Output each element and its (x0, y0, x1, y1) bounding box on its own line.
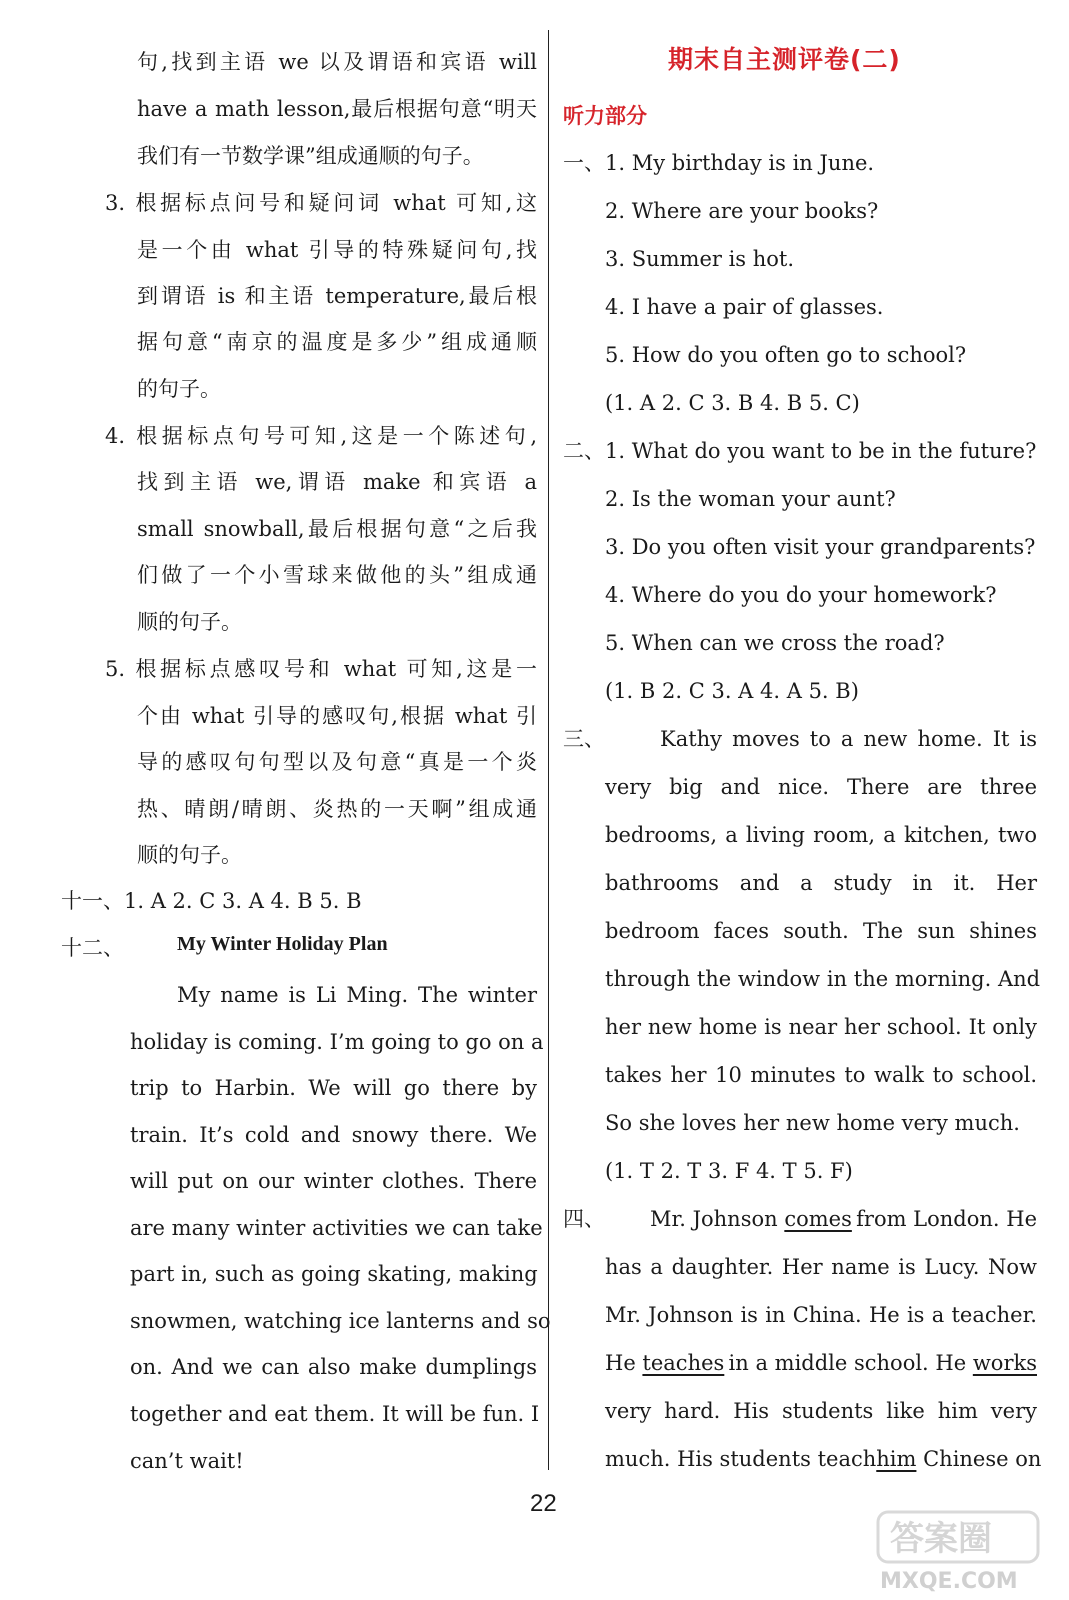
question-item: 3. Do you often visit your grandparents? (605, 535, 1036, 559)
text-span: He teaches (605, 1351, 725, 1375)
passage-line: bedroom faces south. The sun shines (605, 919, 1037, 943)
page-title: 期末自主测评卷(二) (668, 45, 901, 74)
essay-title: My Winter Holiday Plan (177, 933, 388, 955)
essay-line: together and eat them. It will be fun. I (130, 1402, 540, 1426)
essay-line: snowmen, watching ice lanterns and so (130, 1309, 551, 1333)
passage-line: Kathy moves to a new home. It is (660, 727, 1037, 751)
text-span: him Chinese on (876, 1447, 1042, 1471)
question-item: 2. Is the woman your aunt? (605, 487, 896, 511)
text-line: 找到主语 we,谓语 make 和宾语 a (137, 470, 537, 494)
essay-line: trip to Harbin. We will go there by (130, 1076, 537, 1100)
underlined-word: comes (784, 1207, 852, 1231)
passage-line: So she loves her new home very much. (605, 1111, 1020, 1135)
text-line: 句,找到主语 we 以及谓语和宾语 will (137, 50, 537, 74)
answer-key: (1. T 2. T 3. F 4. T 5. F) (605, 1159, 853, 1183)
question-item: 1. What do you want to be in the future? (605, 439, 1037, 463)
page-number: 22 (530, 1490, 557, 1517)
svg-text:答案圈: 答案圈 (890, 1519, 992, 1559)
text-span: from London. He (856, 1207, 1037, 1231)
essay-line: will put on our winter clothes. There (130, 1169, 537, 1193)
passage-line (605, 1348, 1037, 1378)
passage-line: bedrooms, a living room, a kitchen, two (605, 823, 1037, 847)
part-label: 二、 (563, 439, 605, 463)
text-line: 们做了一个小雪球来做他的头”组成通 (137, 563, 537, 587)
question-item: 4. Where do you do your homework? (605, 583, 997, 607)
text-line: 的句子。 (137, 377, 221, 401)
text-span: in a middle school. He works (728, 1351, 1037, 1375)
essay-line: holiday is coming. I’m going to go on a (130, 1030, 544, 1054)
question-item: 5. How do you often go to school? (605, 343, 967, 367)
part-label: 三、 (563, 727, 605, 751)
passage-line: has a daughter. Her name is Lucy. Now (605, 1255, 1037, 1279)
text-line: 5. 根据标点感叹号和 what 可知,这是一 (105, 657, 537, 681)
part-label: 一、 (563, 151, 605, 175)
question-item: 3. Summer is hot. (605, 247, 795, 271)
essay-line: are many winter activities we can take (130, 1216, 543, 1240)
passage-line: very big and nice. There are three (605, 775, 1037, 799)
text-line: small snowball,最后根据句意“之后我 (137, 517, 537, 541)
text-line: 导的感叹句句型以及句意“真是一个炎 (137, 750, 537, 774)
part-label: 四、 (563, 1207, 605, 1231)
text-line: 是一个由 what 引导的特殊疑问句,找 (137, 238, 537, 262)
text-line: 3. 根据标点问号和疑问词 what 可知,这 (105, 191, 537, 215)
answer-line-11: 十一、1. A 2. C 3. A 4. B 5. B (61, 889, 362, 913)
question-item: 5. When can we cross the road? (605, 631, 945, 655)
answer-key: (1. B 2. C 3. A 4. A 5. B) (605, 679, 859, 703)
answer-key: (1. A 2. C 3. B 4. B 5. C) (605, 391, 860, 415)
underlined-word: teaches (642, 1351, 725, 1375)
passage-line: Mr. Johnson is in China. He is a teacher. (605, 1303, 1037, 1327)
text-span: much. His students teach (605, 1447, 877, 1471)
essay-label: 十二、 (61, 936, 124, 960)
passage-line: bathrooms and a study in it. Her (605, 871, 1037, 895)
question-item: 2. Where are your books? (605, 199, 879, 223)
essay-line: My name is Li Ming. The winter (177, 983, 537, 1007)
text-line: 顺的句子。 (137, 843, 242, 867)
essay-line: part in, such as going skating, making (130, 1262, 538, 1286)
underlined-word: works (972, 1351, 1037, 1375)
passage-line: very hard. His students like him very (605, 1399, 1037, 1423)
essay-line: on. And we can also make dumplings (130, 1355, 537, 1379)
underlined-word: him (876, 1447, 917, 1471)
passage-line (650, 1204, 1037, 1234)
essay-line: can’t wait! (130, 1449, 244, 1473)
column-divider (548, 30, 549, 1470)
section-heading: 听力部分 (563, 104, 647, 128)
text-line: 热、晴朗/晴朗、炎热的一天啊”组成通 (137, 797, 537, 821)
passage-line: through the window in the morning. And (605, 967, 1041, 991)
text-line: 顺的句子。 (137, 610, 242, 634)
watermark-logo-icon (870, 1508, 1055, 1596)
passage-line: takes her 10 minutes to walk to school. (605, 1063, 1037, 1087)
text-line: have a math lesson,最后根据句意“明天 (137, 97, 537, 121)
text-line: 据句意“南京的温度是多少”组成通顺 (137, 330, 537, 354)
text-line: 我们有一节数学课”组成通顺的句子。 (137, 144, 484, 168)
passage-line (605, 1444, 1042, 1474)
question-item: 1. My birthday is in June. (605, 151, 875, 175)
text-span: Mr. Johnson comes (650, 1207, 852, 1231)
passage-line: her new home is near her school. It only (605, 1015, 1037, 1039)
text-line: 到谓语 is 和主语 temperature,最后根 (137, 284, 537, 308)
text-line: 4. 根据标点句号可知,这是一个陈述句, (105, 424, 537, 448)
question-item: 4. I have a pair of glasses. (605, 295, 884, 319)
essay-line: train. It’s cold and snowy there. We (130, 1123, 537, 1147)
watermark-text: MXQE.COM (880, 1569, 1018, 1594)
text-line: 个由 what 引导的感叹句,根据 what 引 (137, 704, 537, 728)
